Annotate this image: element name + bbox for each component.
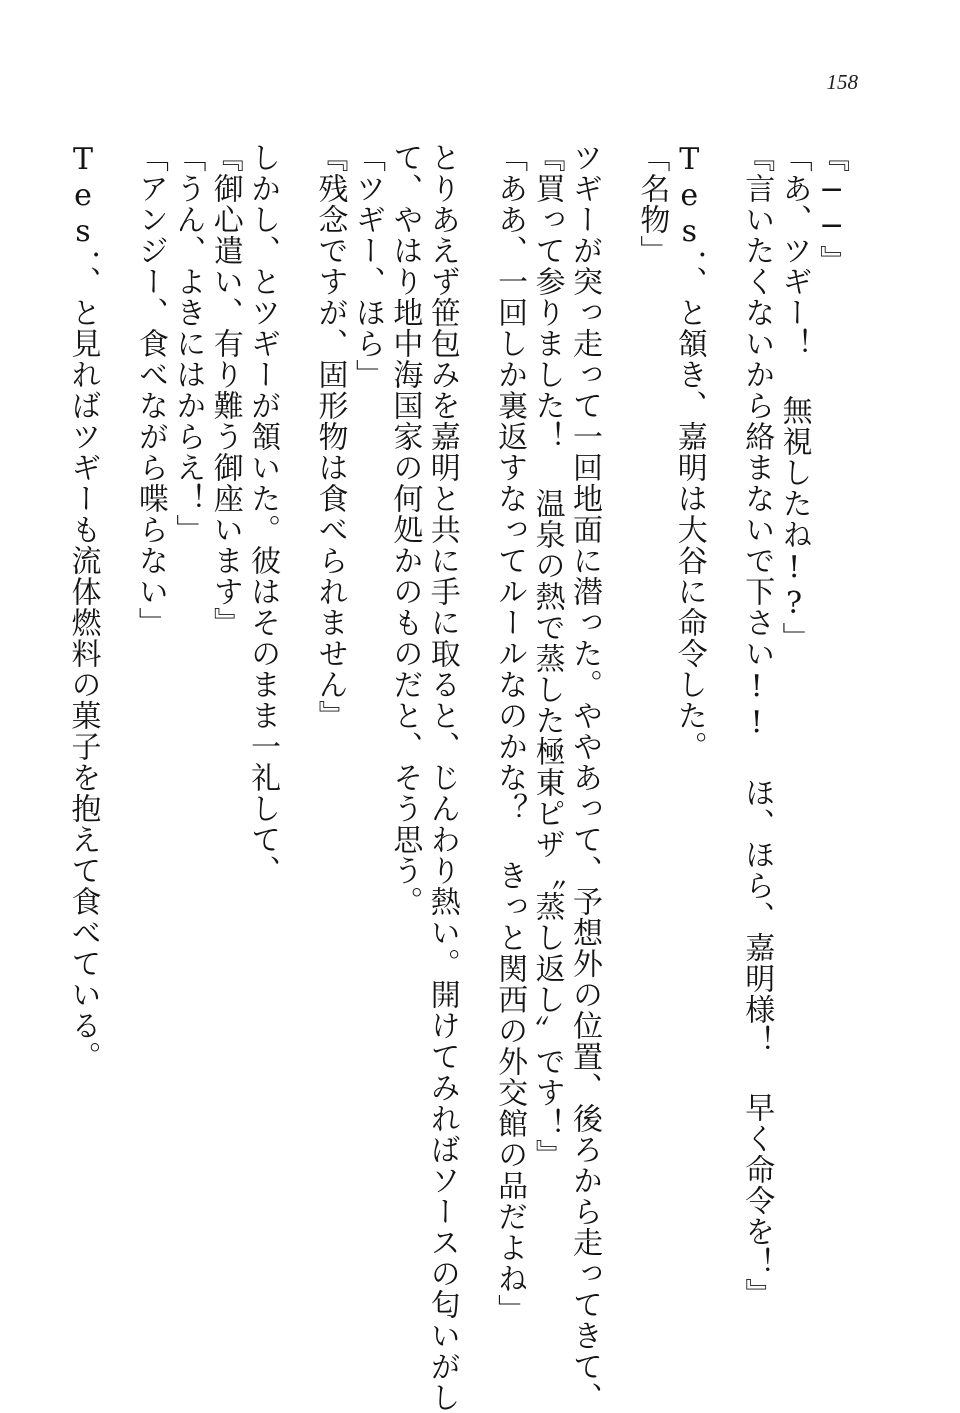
text-line: 「名物」 xyxy=(634,142,670,266)
novel-text xyxy=(64,142,850,1413)
text-line: 『買って参りました！ 温泉の熱で蒸した極東ピザ〝蒸し返し〟です！』 xyxy=(529,142,565,1170)
text-line: 「ああ、一回しか裏返すなってルールなのかな？ きっと関西の外交館の品だよね」 xyxy=(492,142,528,1325)
text-line: Tes．、と見ればツギーも流体燃料の菓子を抱えて食べている。 xyxy=(65,142,101,1072)
text-line: 「あ、ツギー！ 無視したね!?」 xyxy=(776,142,812,653)
page-number: 158 xyxy=(826,70,858,94)
text-line: しかし、とツギーが頷いた。彼はそのまま一礼して、 xyxy=(245,142,281,886)
text-line: Tes．、と頷き、嘉明は大谷に命令した。 xyxy=(671,142,707,762)
text-line: て、やはり地中海国家の何処かのものだと、そう思う。 xyxy=(387,142,423,917)
text-line: 「アンジー、食べながら喋らない」 xyxy=(132,142,168,638)
text-line: 『残念ですが、固形物は食べられません』 xyxy=(312,142,348,731)
text-line: とりあえず笹包みを嘉明と共に手に取ると、じんわり熱い。開けてみればソースの匂いがし xyxy=(424,142,460,1413)
text-line: ツギーが突っ走って一回地面に潜った。ややあって、予想外の位置、後ろから走ってきて、 xyxy=(566,142,602,1413)
text-line: 『御心遣い、有り難う御座います』 xyxy=(207,142,243,638)
text-line: 『──』 xyxy=(814,142,849,276)
text-line: 『言いたくないから絡まないで下さい!! ほ、ほら、嘉明様！ 早く命令を！』 xyxy=(739,142,775,1309)
text-line: 「うん、よきにはからえ！」 xyxy=(170,142,206,545)
text-line: 「ツギー、ほら」 xyxy=(349,142,385,390)
